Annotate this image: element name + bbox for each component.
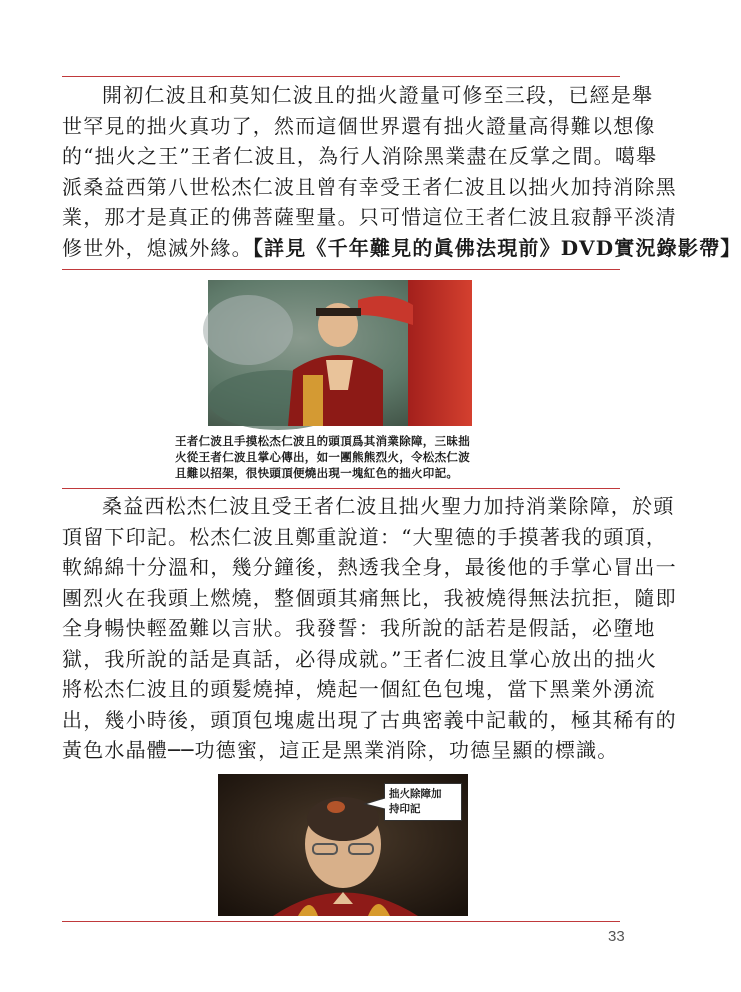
paragraph-line: 軟綿綿十分溫和，幾分鐘後，熱透我全身，最後他的手掌心冒出一: [62, 555, 677, 579]
paragraph-1: [62, 80, 741, 263]
paragraph-line: 獄，我所說的話是真話，必得成就。”王者仁波且掌心放出的拙火: [62, 646, 658, 671]
photo-caption: [175, 433, 515, 481]
caption-line: 且難以招架，很快頭頂便燒出現一塊紅色的拙火印記。: [175, 466, 459, 480]
photo-label-bubble: [384, 783, 462, 821]
paragraph-line: 將松杰仁波且的頭髮燒掉，燒起一個紅色包塊，當下黑業外湧流: [62, 677, 656, 701]
bottom-rule: [62, 921, 620, 922]
paragraph-line: 開初仁波且和莫知仁波且的拙火證量可修至三段，已經是舉: [102, 83, 654, 107]
paragraph-line: 黃色水晶體──功德蜜，這正是黑業消除，功德呈顯的標識。: [62, 738, 619, 762]
bubble-pointer: [364, 796, 386, 812]
caption-line: 火從王者仁波且掌心傳出，如一團熊熊烈火，令松杰仁波: [175, 450, 470, 464]
photo-blessing: [208, 280, 472, 426]
paragraph-line: 派桑益西第八世松杰仁波且曾有幸受王者仁波且以拙火加持消除黑: [62, 174, 677, 199]
bubble-line: 持印記: [389, 803, 421, 815]
paragraph-line: 業，那才是真正的佛菩薩聖量。只可惜這位王者仁波且寂靜平淡清: [62, 205, 677, 229]
section-rule: [62, 269, 620, 270]
paragraph-line: 團烈火在我頭上燃燒，整個頭其痛無比，我被燒得無法抗拒，隨即: [62, 585, 677, 610]
paragraph-2: [62, 491, 677, 766]
paragraph-line: 的“拙火之王”王者仁波且，為行人消除黑業盡在反掌之間。噶舉: [62, 144, 658, 168]
paragraph-line: 桑益西松杰仁波且受王者仁波且拙火聖力加持消業除障，於頭: [102, 494, 675, 518]
paragraph-line: 頂留下印記。松杰仁波且鄭重說道：“大聖德的手摸著我的頭頂，: [62, 524, 668, 549]
top-rule: [62, 76, 620, 77]
section-rule: [62, 488, 620, 489]
paragraph-line: 全身暢快輕盈難以言狀。我發誓：我所說的話若是假話，必墮地: [62, 616, 656, 640]
paragraph-line: 世罕見的拙火真功了，然而這個世界還有拙火證量高得難以想像: [62, 113, 656, 138]
photo-blessing-image: [208, 280, 472, 426]
bubble-line: 拙火除障加: [389, 788, 442, 800]
dvd-reference: 【詳見《千年難見的眞佛法現前》DVD實況錄影帶】: [252, 235, 741, 260]
paragraph-line: [62, 233, 741, 264]
page-number: 33: [608, 928, 625, 945]
paragraph-line: 出，幾小時後，頭頂包塊處出現了古典密義中記載的，極其稀有的: [62, 707, 677, 732]
paragraph-last-line: 修世外，熄滅外緣。: [62, 235, 253, 260]
caption-line: 王者仁波且手摸松杰仁波且的頭頂爲其消業除障，三昧拙: [175, 434, 470, 448]
